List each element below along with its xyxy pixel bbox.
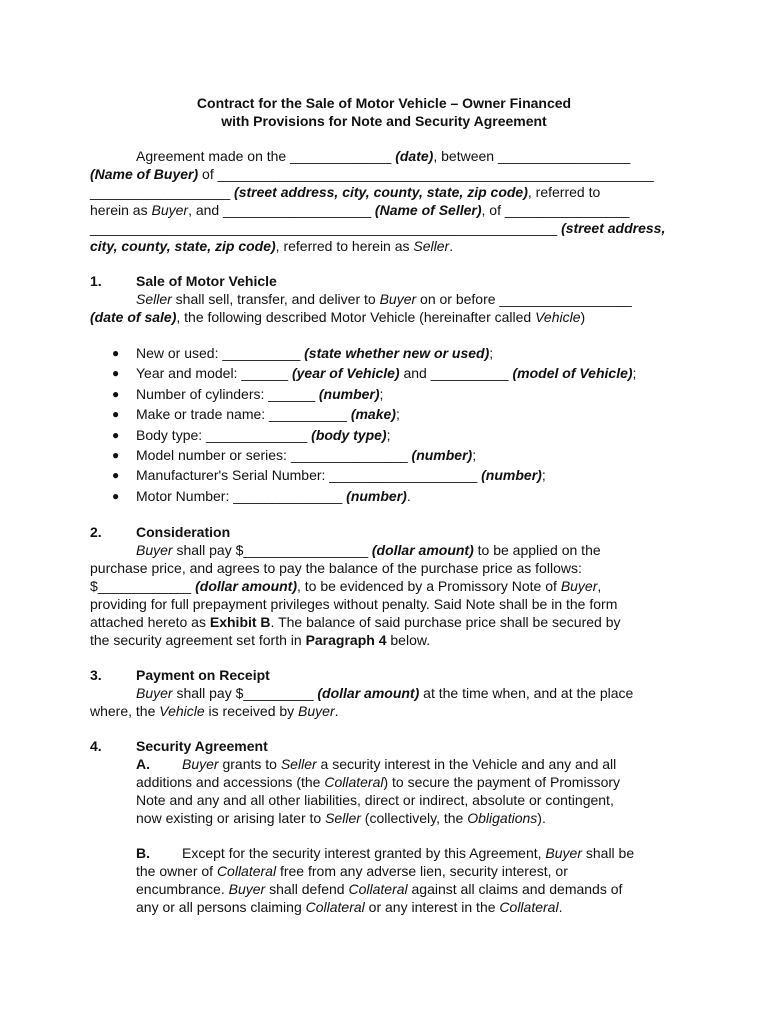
section-4-title: Security Agreement	[136, 738, 268, 754]
section-1-number: 1.	[90, 273, 102, 289]
text-run: shall sell, transfer, and deliver to	[171, 291, 380, 307]
text-run: (number)	[346, 487, 407, 504]
text-run: and __________	[399, 365, 513, 382]
list-item	[90, 465, 690, 485]
list-item	[90, 425, 690, 445]
text-run: ,	[597, 578, 602, 594]
text-run: Model number or series: _______________	[136, 446, 412, 463]
text-run: Buyer	[151, 202, 189, 218]
text-run: shall pay $________________	[172, 542, 372, 558]
text-run: (number)	[318, 385, 380, 402]
text-run: (Name of Seller)	[374, 202, 482, 218]
text-run: )	[580, 309, 586, 325]
text-run: (dollar amount)	[195, 578, 297, 594]
text-run: ____________________________________________________________	[90, 220, 562, 236]
vehicle-description-list	[90, 343, 690, 506]
text-run: .	[334, 703, 339, 719]
bullet-icon: ●	[112, 447, 120, 462]
bullet-icon: ●	[112, 366, 120, 381]
text-run: Buyer	[228, 881, 266, 897]
text-run: $____________	[90, 578, 196, 594]
section-3-paragraph	[90, 684, 680, 720]
text-run: ) to secure the payment of Promissory	[383, 774, 621, 790]
text-run: the security agreement set forth in	[90, 632, 306, 648]
text-run: Make or trade name: __________	[136, 406, 351, 423]
text-run: Collateral	[499, 899, 559, 915]
text-run: shall pay $_________	[172, 685, 318, 701]
text-run: ;	[541, 467, 546, 484]
text-run: (dollar amount)	[371, 542, 474, 558]
section-1-paragraph	[90, 290, 680, 326]
text-run: Manufacturer's Serial Number: ___________________	[136, 467, 482, 484]
text-run: or any interest in the	[364, 899, 500, 915]
section-1-title: Sale of Motor Vehicle	[136, 273, 277, 289]
section-4a-paragraph	[136, 755, 676, 827]
list-item	[90, 445, 690, 465]
bullet-icon: ●	[112, 488, 120, 503]
intro-paragraph	[90, 147, 680, 255]
text-run: (number)	[481, 467, 542, 484]
text-run: purchase price, and agrees to pay the balance of the purchase price as follows:	[90, 560, 582, 576]
text-run: encumbrance.	[136, 881, 229, 897]
text-run: .	[558, 899, 563, 915]
text-run: below.	[386, 632, 431, 648]
text-run: additions and accessions (the	[136, 774, 325, 790]
text-run: ).	[537, 810, 546, 826]
text-run: Except for the security interest granted by this Agreement,	[182, 845, 546, 861]
text-run: (street address, city, county, state, zip code)	[234, 184, 528, 200]
text-run: Buyer	[560, 578, 598, 594]
section-2-paragraph	[90, 541, 680, 649]
text-run: Buyer	[182, 756, 219, 772]
text-run: any or all persons claiming	[136, 899, 306, 915]
bullet-icon: ●	[112, 427, 120, 442]
list-item	[90, 363, 690, 383]
text-run: Buyer	[298, 703, 335, 719]
text-run: providing for full prepayment privileges without penalty. Said Note shall be in the form	[90, 596, 618, 612]
text-run: a security interest in the Vehicle and any and all	[316, 756, 617, 772]
subsection-a-label: A.	[136, 756, 150, 772]
section-4b-paragraph	[136, 844, 676, 916]
text-run: grants to	[218, 756, 281, 772]
text-run: Seller	[280, 756, 317, 772]
text-run: on or before _________________	[416, 291, 632, 307]
text-run: Buyer	[545, 845, 582, 861]
document-title-line-2: with Provisions for Note and Security Agreement	[221, 113, 547, 129]
text-run: ;	[395, 406, 400, 423]
section-2-number: 2.	[90, 524, 102, 540]
text-run: , and ___________________	[188, 202, 375, 218]
text-run: at the time when, and at the place	[419, 685, 634, 701]
section-2-title: Consideration	[136, 524, 231, 540]
text-run: herein as	[90, 202, 152, 218]
text-run: New or used: __________	[136, 345, 305, 361]
text-run: where, the	[90, 703, 160, 719]
text-run: Collateral	[348, 881, 408, 897]
text-run: attached hereto as	[90, 614, 210, 630]
text-run: shall defend	[265, 881, 349, 897]
text-run: Collateral	[216, 863, 277, 879]
text-run: Vehicle	[535, 309, 581, 325]
text-run: Collateral	[324, 774, 384, 790]
text-run: , the following described Motor Vehicle (hereinafter called	[176, 309, 536, 325]
text-run: (street address,	[561, 220, 666, 236]
bullet-icon: ●	[112, 386, 120, 401]
text-run: ;	[489, 345, 494, 361]
text-run: Vehicle	[159, 703, 205, 719]
text-run: ;	[386, 426, 391, 443]
text-run: Motor Number: ______________	[136, 487, 347, 504]
text-run: Note and any and all other liabilities, direct or indirect, absolute or contingent,	[136, 792, 614, 808]
text-run: Obligations	[467, 810, 538, 826]
list-item	[90, 486, 690, 506]
text-run: Seller	[325, 810, 361, 826]
text-run: .	[406, 487, 411, 504]
section-3-number: 3.	[90, 667, 102, 683]
text-run: (body type)	[311, 426, 387, 443]
text-run: now existing or arising later to	[136, 810, 326, 826]
text-run: is received by	[204, 703, 299, 719]
text-run: Seller	[413, 238, 450, 254]
text-run: Paragraph 4	[305, 632, 387, 648]
text-run: , referred to herein as	[275, 238, 414, 254]
list-item	[90, 384, 690, 404]
text-run: Body type: _____________	[136, 426, 312, 443]
text-run: city, county, state, zip code)	[90, 238, 276, 254]
list-item	[90, 404, 690, 424]
text-run: Collateral	[305, 899, 365, 915]
bullet-icon: ●	[112, 346, 120, 360]
text-run: , of ________________	[481, 202, 630, 218]
text-run: . The balance of said purchase price shall be secured by	[270, 614, 621, 630]
section-3-title: Payment on Receipt	[136, 667, 270, 683]
text-run: free from any adverse lien, security interest, or	[276, 863, 568, 879]
text-run: (number)	[411, 446, 473, 463]
section-4-number: 4.	[90, 738, 102, 754]
text-run: of ________________________________________________________	[198, 166, 654, 182]
text-run: , referred to	[527, 184, 601, 200]
text-run: __________________	[90, 184, 235, 200]
text-run: Agreement made on the _____________	[136, 148, 396, 164]
text-run: (make)	[350, 406, 396, 423]
text-run: , to be evidenced by a Promissory Note of	[297, 578, 561, 594]
bullet-icon: ●	[112, 407, 120, 422]
text-run: Buyer	[136, 685, 173, 701]
text-run: (date of sale)	[90, 309, 177, 325]
text-run: (date)	[395, 148, 434, 164]
subsection-b-label: B.	[136, 845, 150, 861]
text-run: Year and model: ______	[136, 365, 292, 382]
text-run: ;	[379, 385, 384, 402]
text-run: (state whether new or used)	[304, 345, 490, 361]
text-run: (Name of Buyer)	[90, 166, 199, 182]
text-run: against all claims and demands of	[407, 881, 623, 897]
bullet-icon: ●	[112, 468, 120, 483]
text-run: ;	[632, 365, 637, 382]
text-run: shall be	[581, 845, 635, 861]
document-title-line-1: Contract for the Sale of Motor Vehicle – Owner Financed	[196, 95, 572, 111]
text-run: Exhibit B	[209, 614, 271, 630]
text-run: , between _________________	[433, 148, 631, 164]
text-run: (year of Vehicle)	[291, 365, 400, 382]
text-run: Buyer	[136, 542, 173, 558]
text-run: (dollar amount)	[317, 685, 420, 701]
text-run: ;	[472, 446, 477, 463]
text-run: .	[449, 238, 454, 254]
text-run: Number of cylinders: ______	[136, 385, 319, 402]
text-run: the owner of	[136, 863, 217, 879]
list-item	[90, 343, 690, 363]
text-run: (collectively, the	[360, 810, 468, 826]
text-run: (model of Vehicle)	[512, 365, 633, 382]
text-run: to be applied on the	[473, 542, 601, 558]
text-run: Buyer	[379, 291, 417, 307]
text-run: Seller	[136, 291, 172, 307]
